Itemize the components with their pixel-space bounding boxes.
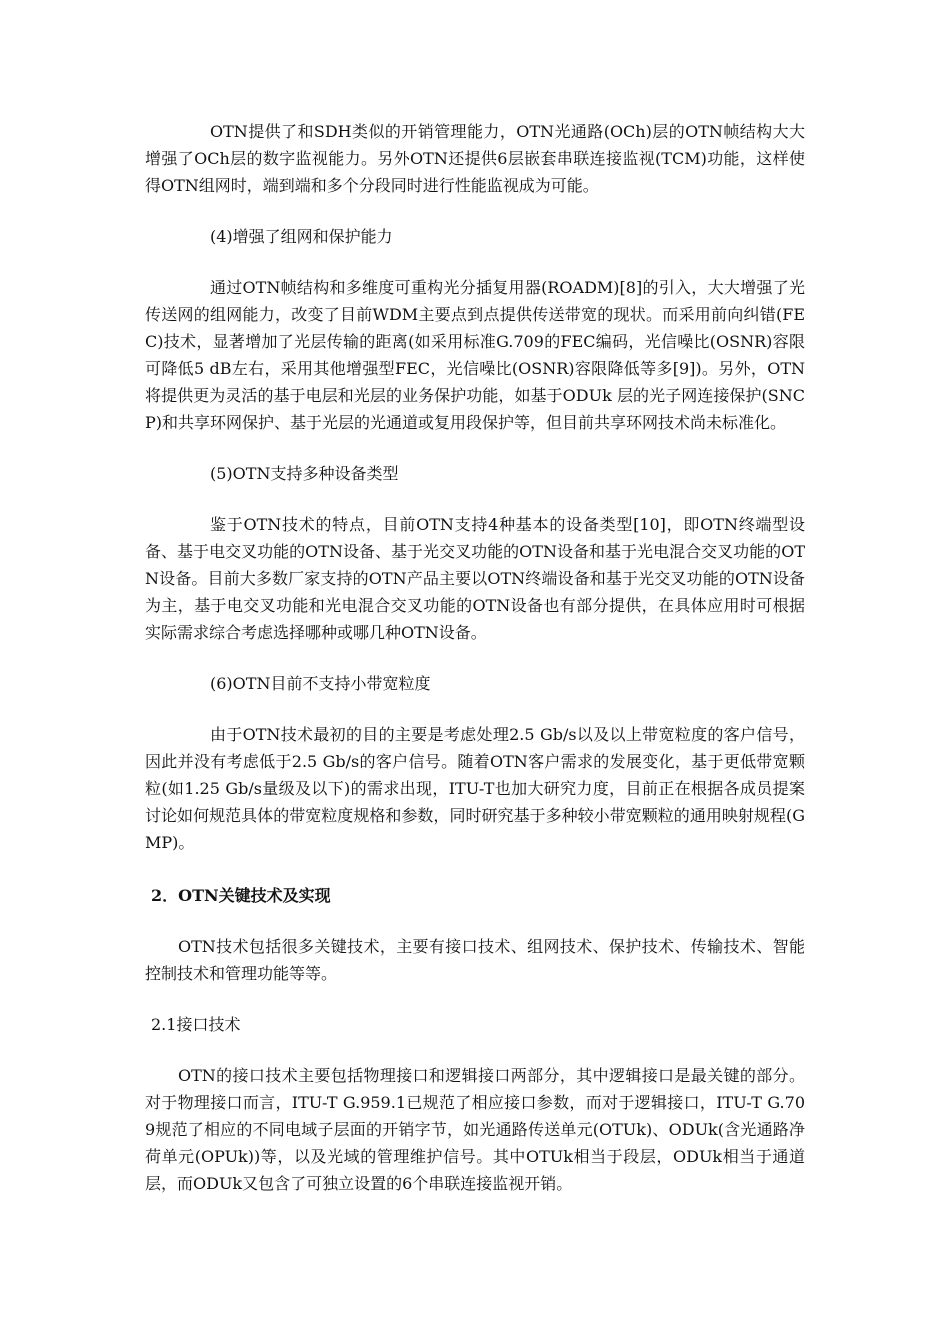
paragraph-key-technologies: OTN技术包括很多关键技术，主要有接口技术、组网技术、保护技术、传输技术、智能控制技术和管理功能等等。 <box>145 937 805 983</box>
paragraph-device-types: 鉴于OTN技术的特点，目前OTN支持4种基本的设备类型[10]，即OTN终端型设备、基于电交叉功能的OTN设备、基于光交叉功能的OTN设备和基于光电混合交叉功能的OTN设备。目前大多数厂家支持的OTN产品主要以OTN终端设备和基于光交叉功能的OTN设备为主，基于电交叉功能和光电混合交叉功能的OTN设备也有部分提供，在具体应用时可根据实际需求综合考虑选择哪种或哪几种OTN设备。 <box>145 515 805 642</box>
heading-networking-protection: (4)增强了组网和保护能力 <box>210 227 393 246</box>
paragraph-interface-technology: OTN的接口技术主要包括物理接口和逻辑接口两部分，其中逻辑接口是最关键的部分。对于物理接口而言，ITU-T G.959.1已规范了相应接口参数，而对于逻辑接口，ITU-T G.709规范了相应的不同电域子层面的开销字节，如光通路传送单元(OTUk)、ODUk(含光通路净荷单元(OPUk))等，以及光域的管理维护信号。其中OTUk相当于段层，ODUk相当于通道层，而ODUk又包含了可独立设置的6个串联连接监视开销。 <box>145 1066 805 1193</box>
paragraph-networking-protection: 通过OTN帧结构和多维度可重构光分插复用器(ROADM)[8]的引入，大大增强了光传送网的组网能力，改变了目前WDM主要点到点提供传送带宽的现状。而采用前向纠错(FEC)技术，显著增加了光层传输的距离(如采用标准G.709的FEC编码，光信噪比(OSNR)容限可降低5 dB左右，采用其他增强型FEC，光信噪比(OSNR)容限降低等多[9])。另外，OTN将提供更为灵活的基于电层和光层的业务保护功能，如基于ODUk 层的光子网连接保护(SNCP)和共享环网保护、基于光层的光通道或复用段保护等，但目前共享环网技术尚未标准化。 <box>145 278 805 432</box>
heading-bandwidth-granularity: (6)OTN目前不支持小带宽粒度 <box>210 674 431 693</box>
paragraph-bandwidth-granularity: 由于OTN技术最初的目的主要是考虑处理2.5 Gb/s以及以上带宽粒度的客户信号，因此并没有考虑低于2.5 Gb/s的客户信号。随着OTN客户需求的发展变化，基于更低带宽颗粒(如1.25 Gb/s量级及以下)的需求出现，ITU-T也加大研究力度，目前正在根据各成员提案讨论如何规范具体的带宽粒度规格和参数，同时研究基于多种较小带宽颗粒的通用映射规程(GMP)。 <box>145 725 805 852</box>
section-heading-key-technologies: 2．OTN关键技术及实现 <box>151 886 331 905</box>
document-page <box>145 118 805 1197</box>
subsection-heading-interface: 2.1接口技术 <box>151 1015 241 1034</box>
heading-device-types: (5)OTN支持多种设备类型 <box>210 464 399 483</box>
paragraph-otn-overhead: OTN提供了和SDH类似的开销管理能力，OTN光通路(OCh)层的OTN帧结构大大增强了OCh层的数字监视能力。另外OTN还提供6层嵌套串联连接监视(TCM)功能，这样使得OTN组网时，端到端和多个分段同时进行性能监视成为可能。 <box>145 122 805 195</box>
